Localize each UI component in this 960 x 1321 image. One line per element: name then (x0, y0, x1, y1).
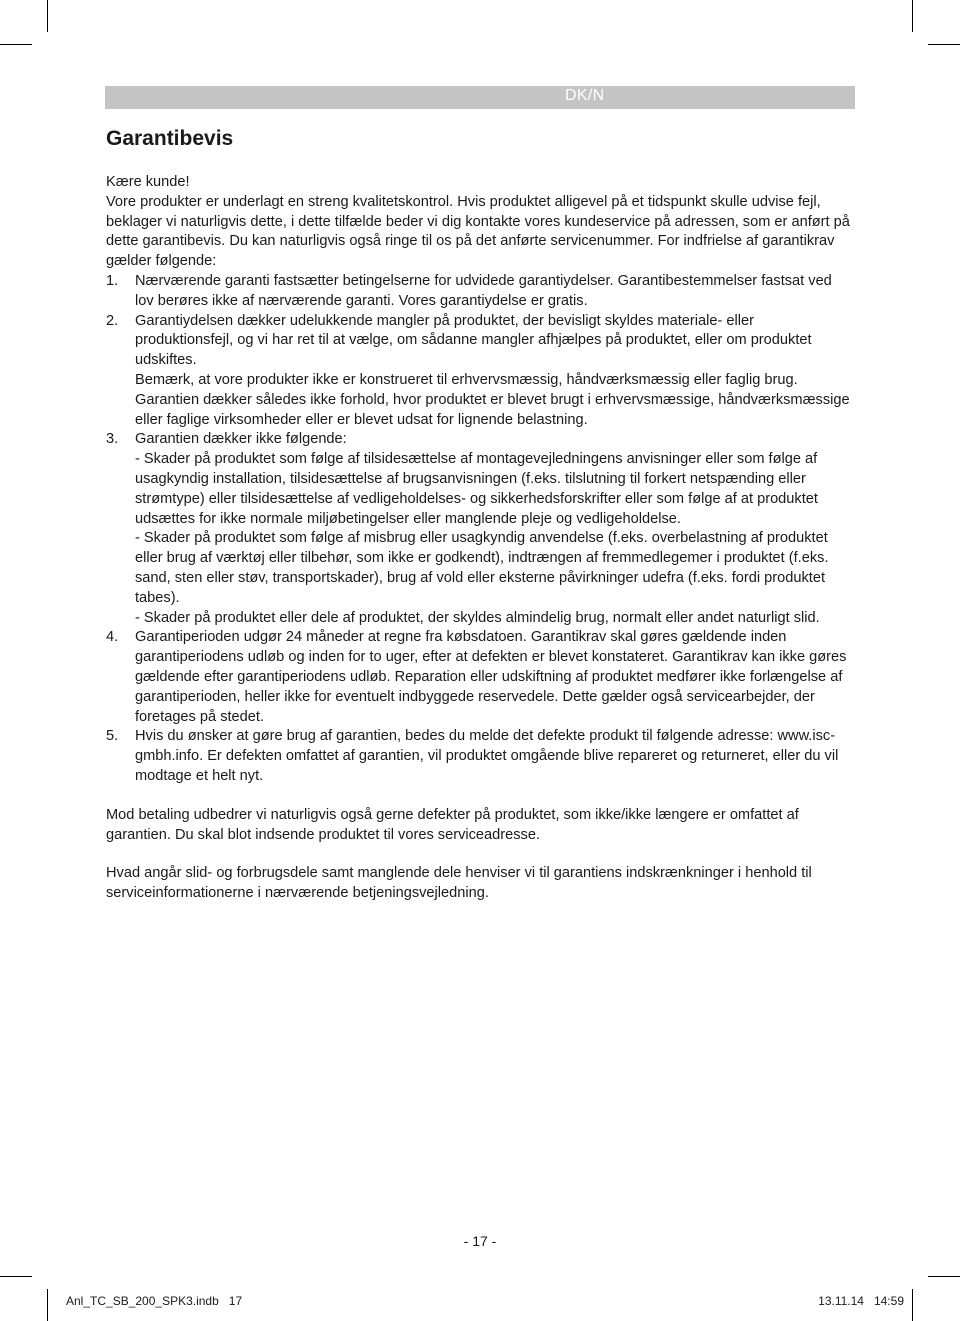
language-code: DK/N (565, 87, 605, 104)
item-number: 1. (106, 272, 119, 289)
item-number: 5. (106, 728, 119, 745)
item-text: Garantiperioden udgør 24 måneder at regne fra købsdatoen. Garantikrav skal gøres gældende inden garantiperiodens udløb og inden for to uger, efter at defekten er blevet konstateret. Garantikrav kan ikke gøres gældende efter garantiperiodens udløb. Reparation eller udskiftning af produktet medfører ikke forlængelse af garantiperioden, heller ikke for eventuelt indbyggede reservedele. Dette gælder også servicearbejder, der foretages på stedet. (135, 629, 847, 725)
list-item (106, 272, 854, 312)
crop-mark-top-right-vertical (912, 0, 913, 32)
list-item (106, 312, 854, 431)
crop-mark-top-left-vertical (47, 0, 48, 32)
crop-mark-top-right-horizontal (928, 44, 960, 45)
item-number: 4. (106, 629, 119, 646)
item-text: Garantiydelsen dækker udelukkende mangler på produktet, der bevisligt skyldes materiale- eller produktionsfejl, og vi har ret til at vælge, om sådanne mangler afhjælpes på produktet, eller om produktet udskiftes. (135, 312, 812, 369)
list-item (106, 430, 854, 628)
warranty-terms-list (106, 272, 854, 787)
language-header-bar (105, 86, 855, 109)
greeting: Kære kunde! (106, 174, 190, 190)
footer-datetime: 13.11.14 14:59 (818, 1294, 904, 1308)
crop-mark-bottom-left-horizontal (0, 1276, 32, 1277)
crop-mark-top-left-horizontal (0, 44, 32, 45)
intro-paragraph: Vore produkter er underlagt en streng kvalitetskontrol. Hvis produktet alligevel på et tidspunkt skulle udvise fejl, beklager vi naturligvis dette, i dette tilfælde beder vi dig kontakte vores kundeservice på adressen, som er anført på dette garantibevis. Du kan naturligvis også ringe til os på det anførte servicenummer. For indfrielse af garantikrav gælder følgende: (106, 193, 850, 270)
item-text: Garantien dækker ikke følgende: (135, 431, 347, 448)
item-text: Nærværende garanti fastsætter betingelserne for udvidede garantiydelser. Garantibestemmelser fastsat ved lov berøres ikke af nærværende garanti. Vores garantiydelse er gratis. (135, 272, 832, 309)
item-text: - Skader på produktet som følge af tilsidesættelse af montagevejledningens anvisninger eller som følge af usagkyndig installation, tilsidesættelse af brugsanvisningen (f.eks. tilslutning til forkert netspænding eller strømtype) eller tilsidesættelse af vedligeholdelses- og sikkerhedsforskrifter eller som følge af at produktet udsættes for ikke normale miljøbetingelser eller manglende pleje og vedligeholdelse. (135, 451, 818, 527)
page-number: - 17 - (463, 1233, 497, 1249)
wear-parts-paragraph: Hvad angår slid- og forbrugsdele samt manglende dele henviser vi til garantiens indskrænkninger i henhold til serviceinformationerne i nærværende betjeningsvejledning. (106, 865, 812, 902)
item-text: Bemærk, at vore produkter ikke er konstrueret til erhvervsmæssig, håndværksmæssig eller faglig brug. Garantien dækker således ikke forhold, hvor produktet er blevet brugt i erhvervsmæssige, håndværksmæssige eller faglige virksomheder eller er blevet udsat for lignende belastning. (135, 371, 850, 428)
list-item (106, 727, 854, 786)
warranty-body (106, 173, 854, 904)
item-number: 3. (106, 431, 119, 448)
item-text: Hvis du ønsker at gøre brug af garantien, bedes du melde det defekte produkt til følgende adresse: www.isc-gmbh.info. Er defekten omfattet af garantien, vil produktet omgående blive repareret og returneret, eller du vil modtage et helt nyt. (135, 728, 839, 784)
list-item (106, 628, 854, 727)
crop-mark-bottom-right-vertical (912, 1289, 913, 1321)
crop-mark-bottom-left-vertical (47, 1289, 48, 1321)
item-text: - Skader på produktet som følge af misbrug eller usagkyndig anvendelse (f.eks. overbelastning af produktet eller brug af værktøj eller tilbehør, som ikke er godkendt), indtrængen af fremmedlegemer i produktet (f.eks. sand, sten eller støv, transportskader), brug af vold eller eksterne påvirkninger udefra (f.eks. fordi produktet tabes). (135, 530, 829, 606)
item-number: 2. (106, 312, 119, 329)
crop-mark-bottom-right-horizontal (928, 1276, 960, 1277)
footer-file-name: Anl_TC_SB_200_SPK3.indb 17 (66, 1294, 243, 1308)
page-title: Garantibevis (106, 127, 234, 150)
item-text: - Skader på produktet eller dele af produktet, der skyldes almindelig brug, normalt eller andet naturligt slid. (135, 609, 820, 626)
paid-repair-paragraph: Mod betaling udbedrer vi naturligvis også gerne defekter på produktet, som ikke/ikke længere er omfattet af garantien. Du skal blot indsende produktet til vores serviceadresse. (106, 806, 799, 843)
